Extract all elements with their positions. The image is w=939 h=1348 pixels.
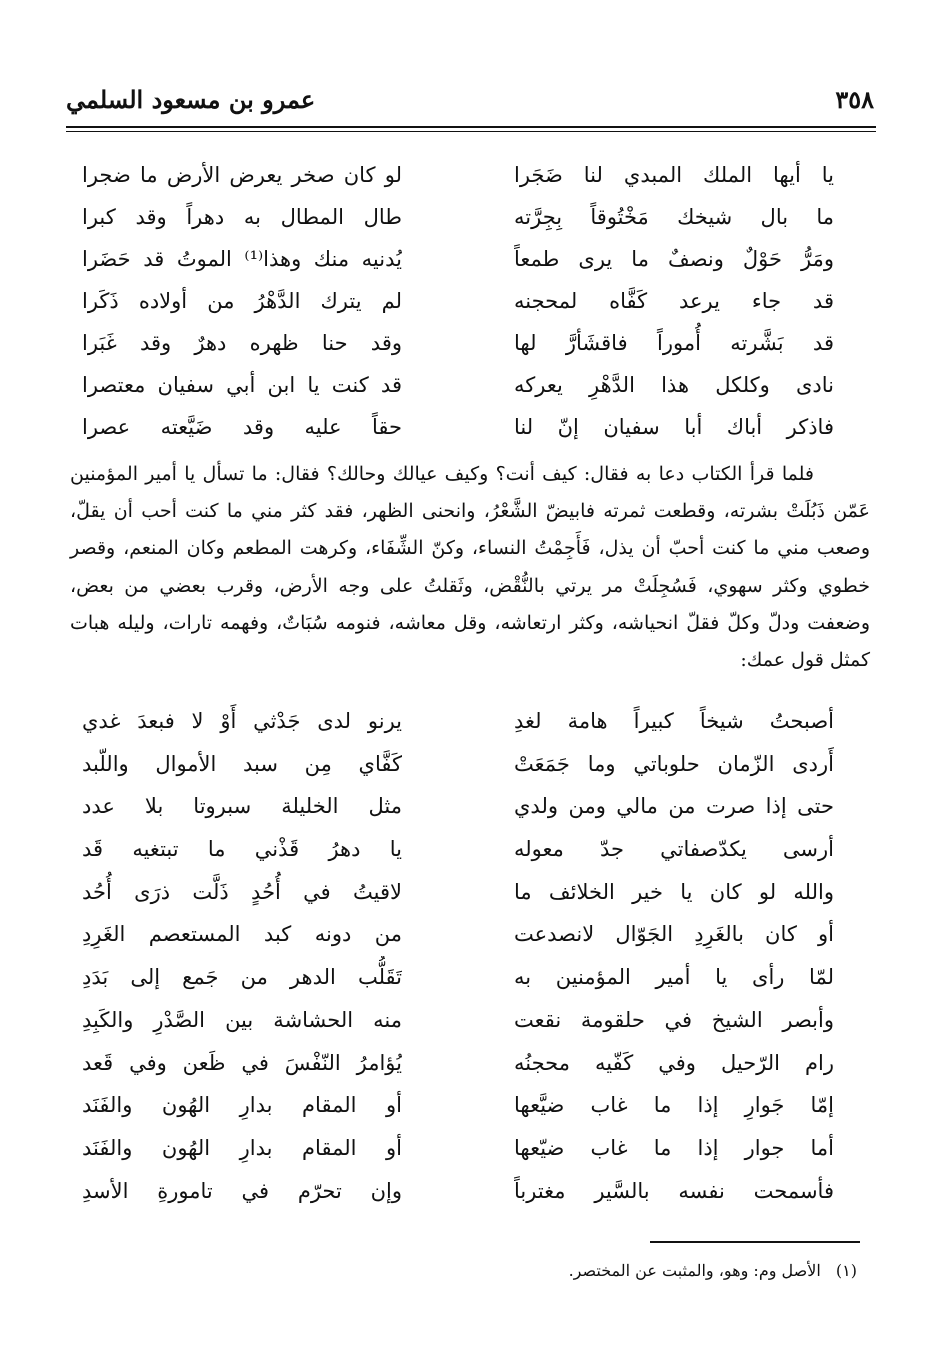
page-number: ٣٥٨ <box>835 85 874 114</box>
verse <box>82 913 834 956</box>
second-hemistich: من دونه كبد المستعصم الغَرِدِ <box>82 922 402 947</box>
footnote-rule <box>650 1241 860 1243</box>
verse <box>82 1042 834 1085</box>
second-hemistich: مثل الخليلة سبروتا بلا عدد <box>82 794 402 819</box>
poem-1 <box>82 154 834 448</box>
verse <box>82 871 834 914</box>
page-header <box>66 80 874 124</box>
verse <box>82 785 834 828</box>
verse <box>82 956 834 999</box>
first-hemistich: أما جوار إذا ما غاب ضيّعها <box>514 1135 834 1160</box>
running-title: عمرو بن مسعود السلمي <box>66 85 316 114</box>
verse <box>82 364 834 406</box>
first-hemistich: رام الرّحيل وفي كَفّيه محجنُه <box>514 1050 834 1075</box>
verse <box>82 196 834 238</box>
second-hemistich: يا دهرُ قَذْني ما تبتغيه قَد <box>82 837 402 862</box>
verse <box>82 406 834 448</box>
first-hemistich: والله لو كان يا خير الخلائف ما <box>514 879 834 904</box>
first-hemistich: وأبصر الشيخ في حلقومة نقعت <box>514 1007 834 1032</box>
second-hemistich: أو المقام بدارِ الهُون والفَنَد <box>82 1135 402 1160</box>
verse <box>82 1127 834 1170</box>
first-hemistich: أصبحتُ شيخاً كبيراً هامة لغدِ <box>514 709 834 733</box>
second-hemistich: يُؤامرُ النّفْسَ في ظَعن وفي قَعد <box>82 1050 402 1075</box>
verse <box>82 1170 834 1213</box>
second-hemistich: لم يترك الدَّهْرُ من أولاده ذَكَرا <box>82 289 402 313</box>
first-hemistich: فأسمحت نفسه بالسَّير مغترباً <box>514 1178 834 1203</box>
second-hemistich: يُدنيه منك وهذا⁽¹⁾ الموتُ قد حَضَرا <box>82 247 402 271</box>
first-hemistich: فاذكر أباك أبا سفيان إنّ لنا <box>514 415 834 439</box>
second-hemistich: كَفَّاي مِن سبد الأموال واللّبد <box>82 751 402 776</box>
second-hemistich: لاقيتُ في أُحُدٍ ذَلَّت ذرَى أُحُد <box>82 879 402 904</box>
first-hemistich: ما بال شيخك مَخْتُوقاً بِجِرَّته <box>514 205 834 229</box>
verse <box>82 154 834 196</box>
second-hemistich: حقاً عليه وقد ضَيَّعته عصرا <box>82 415 402 439</box>
verse <box>82 280 834 322</box>
verse <box>82 700 834 743</box>
first-hemistich: قد جاء يرعد كَفَّاه لمحجنه <box>514 289 834 313</box>
verse <box>82 999 834 1042</box>
verse <box>82 1084 834 1127</box>
second-hemistich: تَقَلُّب الدهر من جَمع إلى بَدَدِ <box>82 965 402 990</box>
second-hemistich: طال المطال به دهراً وقد كبرا <box>82 205 402 229</box>
prose-text: فلما قرأ الكتاب دعا به فقال: كيف أنت؟ وكيف عيالك وحالك؟ فقال: ما تسأل يا أمير المؤمنين عَمّن ذَبُلَتْ بشرته، وقطعت ثمرته فابيضّ الشَّعْرُ، وانحنى الظهر، فقد كثر مني ما كنت أحب أن يقلّ، وصعب مني ما كنت أحبّ أن يذل، فَأَجِمْتُ النساء، وكنّ الشِّفَاء، وكرهت المطعم وكان المنعم، وقصر خطوي وكثر سهوي، فَسُجِلَتْ مر يرتي بالنُّقْض، وثَقلتُ على وجه الأرض، وقرب بعضي من بعض، وضعفت ودلّ وكلّ فقلّ انحياشه، وكثر ارتعاشه، وقل معاشه، فنومه سُبَاتٌ، وفهمه تارات، وليله هبات كمثل قول عمك: <box>70 463 870 672</box>
verse <box>82 238 834 280</box>
first-hemistich: لمّا رأى يا أمير المؤمنين به <box>514 965 834 990</box>
first-hemistich: نادى وكلكل هذا الدَّهْرِ يعركه <box>514 373 834 397</box>
second-hemistich: أو المقام بدارِ الهُون والفَنَد <box>82 1093 402 1118</box>
first-hemistich: أرسى يكدّصفاتي جدّ معوله <box>514 837 834 862</box>
poem-2 <box>82 700 834 1212</box>
second-hemistich: وإن تحرّم في تامورةِ الأسدِ <box>82 1178 402 1203</box>
first-hemistich: أَردى الزّمان حلوباتي وما جَمَعَتْ <box>514 751 834 776</box>
second-hemistich: منه الحشاشة بين الصَّدْرِ والكَبِدِ <box>82 1007 402 1032</box>
second-hemistich: لو كان صخر يعرض الأرض ما ضجرا <box>82 163 402 187</box>
first-hemistich: ومَرُّ حَوْلٌ ونصفٌ ما يرى طمعاً <box>514 247 834 271</box>
prose-paragraph <box>70 456 870 679</box>
footnote <box>157 1258 857 1284</box>
first-hemistich: حتى إذا صرت من مالي ومن ولدي <box>514 794 834 819</box>
first-hemistich: يا أيها الملك المبدي لنا ضَجَرا <box>514 163 834 187</box>
second-hemistich: وقد حنا ظهره دهرٌ وقد غَبَرا <box>82 331 402 355</box>
second-hemistich: قد كنت يا ابن أبي سفيان معتصرا <box>82 373 402 397</box>
first-hemistich: أو كان بالغَرِدِ الجَوّال لانصدعت <box>514 922 834 947</box>
footnote-number: (١) <box>835 1261 857 1280</box>
footnote-text: الأصل وم: وهو، والمثبت عن المختصر. <box>568 1261 821 1280</box>
verse <box>82 322 834 364</box>
header-rule <box>66 126 876 132</box>
second-hemistich: يرنو لدى جَدْثي أَوْ لا فبعدَ غدي <box>82 709 402 733</box>
verse <box>82 828 834 871</box>
verse <box>82 743 834 786</box>
first-hemistich: قد بَشَّرته أُموراً فاقشَأرَّ لها <box>514 331 834 355</box>
first-hemistich: إمّا جَوارِ إذا ما غاب ضيَّعها <box>514 1093 834 1118</box>
